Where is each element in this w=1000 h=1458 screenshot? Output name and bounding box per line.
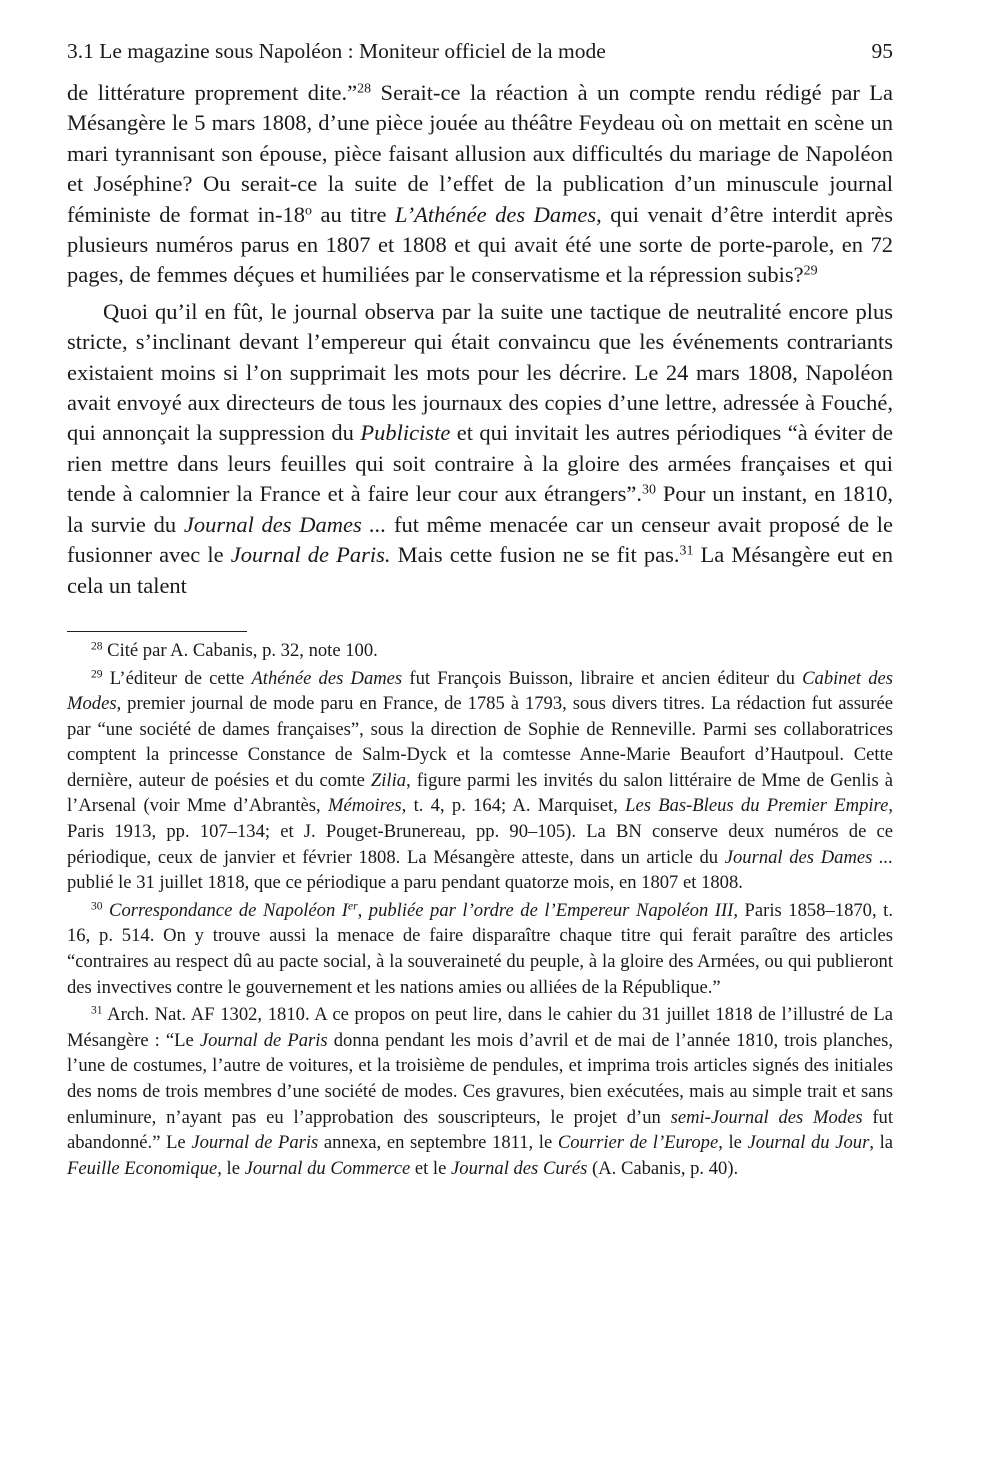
footnote-30 [67, 898, 893, 1000]
text-run: au titre [311, 201, 395, 227]
main-text [67, 78, 893, 601]
publication-title: Mémoires [327, 795, 402, 817]
text-run: , le [217, 1157, 245, 1179]
publication-title: Correspondance de Napoléon I [102, 899, 348, 921]
text-run: Quoi qu’il en fût, le journal observa par la suite une tactique de neutralité encore plus stricte, s’inclinant devant l’empereur qui était convaincu que les événements contrariants existaient moins si l’on supprimait les mots pour les décrire. Le 24 mars 1808, Napoléon avait envoyé aux directeurs de tous les journaux des copies d’une lettre, adressée à Fouché, qui annonçait la suppression du [67, 298, 893, 446]
publication-title: Publiciste [360, 420, 451, 446]
footnote-number: 31 [91, 1004, 103, 1017]
publication-title: Athénée des Dames [251, 667, 403, 689]
publication-title: Courrier de l’Europe [557, 1132, 719, 1154]
running-header [67, 36, 893, 78]
footnote-ref-31[interactable]: 31 [679, 543, 694, 559]
text-run: donna pendant les mois d’avril et de mai de l’année 1810, trois planches, l’une de costumes, l’autre de voitures, et la troisième de pendules, et imprima trois articles signés des initiales des noms de trois membres d’une société de modes. Ces gravures, bien exécutées, mais au simple trait et sans enluminure, n’ayant pas eu l’approbation des souscripteurs, le projet d’un [67, 1029, 894, 1128]
text-run: publié le 31 juillet 1818, que ce périodique a paru pendant quatorze mois, en 1807 et 1808. [67, 872, 743, 894]
superscript-er: er [348, 900, 358, 913]
page-number: 95 [871, 39, 893, 63]
footnote-rule [67, 631, 247, 632]
degree-superscript: o [304, 202, 312, 218]
text-run: annexa, en septembre 1811, le [318, 1132, 558, 1154]
paragraph [67, 297, 893, 601]
text-run: fut abandonné.” Le [67, 1106, 893, 1154]
text-run: , le [718, 1132, 748, 1154]
publication-title: Journal de Paris [191, 1132, 319, 1154]
text-run: Arch. Nat. AF 1302, 1810. A ce propos on peut lire, dans le cahier du 31 juillet 1818 de l’illustré de La Mésangère : “Le [67, 1004, 893, 1051]
publication-title: , publiée par l’ordre de l’Empereur Napoléon III, [357, 899, 739, 921]
text-run: Cité par A. Cabanis, p. 32, note 100. [102, 639, 378, 661]
publication-title: Journal des Dames ... [724, 846, 893, 868]
text-run: et le [410, 1157, 452, 1179]
text-run: , t. 4, p. 164; A. Marquiset, [401, 795, 626, 817]
text-run: Serait-ce la réaction à un compte rendu rédigé par La Mésangère le 5 mars 1808, d’une pièce jouée au théâtre Feydeau où on mettait en scène un mari tyrannisant son épouse, pièce faisant allusion aux difficultés du mariage de Napoléon et Joséphine? Ou serait-ce la suite de l’effet de la publication d’un minuscule journal féministe de format in-18 [67, 80, 894, 227]
publication-title: Journal du Commerce [244, 1157, 411, 1179]
text-run: Paris 1858–1870, t. 16, p. 514. On y trouve aussi la menace de faire disparaître chaque titre qui ferait paraître des articles “contraires au respect dû au pacte social, à la souveraineté du peuple, à la gloire des Armées, ou qui publieront des invectives contre le gouvernement et les nations amies ou alliées de la République.” [67, 899, 893, 998]
publication-title: Cabinet des Modes [67, 667, 893, 715]
footnote-number: 30 [91, 900, 103, 913]
paragraph [67, 78, 893, 291]
publication-title: Journal du Jour [747, 1132, 870, 1154]
text-run: Pour un instant, en 1810, la survie du [67, 481, 893, 537]
text-run: et qui invitait les autres périodiques “à éviter de rien mettre dans leurs feuilles qui soit contraire à la gloire des armées françaises et qui tende à calomnier la France et à faire leur cour aux étrangers”. [67, 420, 893, 507]
footnote-number: 28 [91, 640, 103, 653]
publication-title: Journal de Paris [199, 1029, 328, 1051]
text-run: L’éditeur de cette [102, 667, 252, 689]
footnote-ref-30[interactable]: 30 [642, 482, 656, 498]
page [67, 36, 893, 1181]
text-run: , premier journal de mode paru en France, de 1785 à 1793, sous divers titres. La rédaction fut assurée par “une société de dames françaises”, sous la direction de Sophie de Renneville. Parmi ses collaboratrices comptent la princesse Constance de Salm-Dyck et la comtesse Anne-Marie Beaufort d’Hautpoul. Cette dernière, auteur de poésies et du comte [67, 693, 893, 791]
text-run: , figure parmi les invités du salon littéraire de Mme de Genlis à l’Arsenal (voir Mme d’Abrantès, [67, 769, 893, 817]
publication-title: Journal de Paris. [230, 542, 391, 568]
publication-title: Les Bas-Bleus du Premier Empire [625, 795, 889, 817]
text-run: La Mésangère eut en cela un talent [67, 542, 893, 598]
footnote-ref-29[interactable]: 29 [803, 263, 818, 279]
publication-title: Zilia [370, 769, 407, 791]
publication-title: L’Athénée des Dames [394, 201, 597, 227]
text-run: Mais cette fusion ne se fit pas. [390, 542, 680, 568]
section-title: 3.1 Le magazine sous Napoléon : Moniteur officiel de la mode [67, 39, 606, 63]
text-run: fut même menacée car un censeur avait proposé de le fusionner avec le [67, 511, 894, 568]
text-run: de littérature proprement dite.” [67, 80, 358, 105]
footnotes [67, 638, 893, 1181]
text-run: (A. Cabanis, p. 40). [587, 1157, 739, 1179]
footnote-28 [67, 638, 893, 664]
publication-title: semi-Journal des Modes [670, 1106, 863, 1128]
footnote-29 [67, 666, 893, 896]
footnote-number: 29 [91, 668, 103, 681]
text-run: fut François Buisson, libraire et ancien éditeur du [402, 667, 803, 689]
text-run: , qui venait d’être interdit après plusieurs numéros parus en 1807 et 1808 et qui avait été une sorte de porte-parole, en 72 pages, de femmes déçues et humiliées par le conservatisme et la répression subis? [67, 201, 893, 288]
publication-title: Feuille Economique [67, 1157, 218, 1179]
footnote-ref-28[interactable]: 28 [357, 81, 372, 97]
text-run: , la [869, 1132, 894, 1154]
publication-title: Journal des Curés [451, 1157, 588, 1179]
text-run: , Paris 1913, pp. 107–134; et J. Pouget-Brunereau, pp. 90–105). La BN conserve deux numéros de ce périodique, ceux de janvier et février 1808. La Mésangère atteste, dans un article du [67, 795, 893, 868]
publication-title: Journal des Dames ... [183, 511, 387, 537]
footnote-31 [67, 1002, 893, 1181]
